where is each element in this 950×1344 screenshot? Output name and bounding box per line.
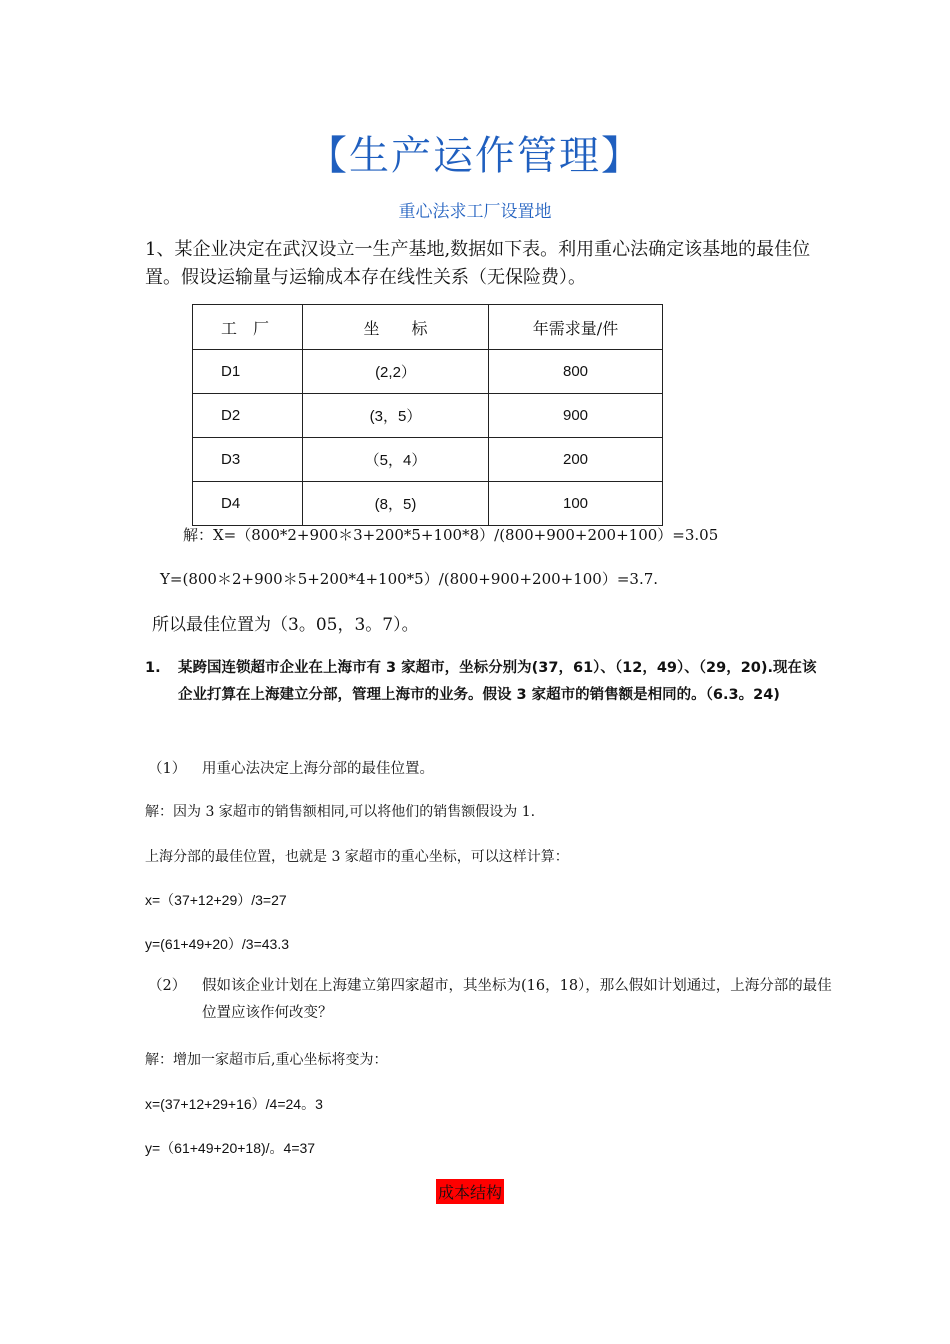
table-header-row xyxy=(193,305,663,350)
part-2-x: x=(37+12+29+16）/4=24。3 xyxy=(145,1096,323,1112)
cell-coordinates: (8，5) xyxy=(303,482,489,526)
cell-demand: 900 xyxy=(489,394,663,438)
part-2-label: （2） xyxy=(148,978,187,994)
cell-factory: D3 xyxy=(193,438,303,482)
section-subtitle: 重心法求工厂设置地 xyxy=(398,202,552,222)
header-coordinates: 坐 标 xyxy=(303,305,489,350)
table-row xyxy=(193,394,663,438)
table-row xyxy=(193,350,663,394)
cell-coordinates: (2,2） xyxy=(303,350,489,394)
part-1-label: （1） xyxy=(148,761,187,777)
problem-2-body: 某跨国连锁超市企业在上海市有 3 家超市，坐标分别为(37，61）、（12，49）、（29，20).现在该企业打算在上海建立分部，管理上海市的业务。假设 3 家超市的销售额是相同的。（6.3。24) xyxy=(178,660,817,703)
cell-demand: 800 xyxy=(489,350,663,394)
cell-factory: D4 xyxy=(193,482,303,526)
cell-coordinates: （5，4） xyxy=(303,438,489,482)
data-table xyxy=(192,304,663,526)
part-1-x: x=（37+12+29）/3=27 xyxy=(145,892,287,908)
page-title: 【生产运作管理】 xyxy=(307,133,643,179)
header-factory: 工 厂 xyxy=(193,305,303,350)
solution-y: Y=(800＊2+900＊5+200*4+100*5）/(800+900+200+100）=3.7. xyxy=(160,570,659,588)
part-2-solution: 解：增加一家超市后,重心坐标将变为： xyxy=(145,1052,388,1068)
cell-demand: 200 xyxy=(489,438,663,482)
part-2-text: 假如该企业计划在上海建立第四家超市，其坐标为(16，18），那么假如计划通过，上海分部的最佳位置应该作何改变？ xyxy=(202,978,832,1021)
part-1-text: 用重心法决定上海分部的最佳位置。 xyxy=(202,761,434,777)
header-demand: 年需求量/件 xyxy=(489,305,663,350)
part-1-description: 上海分部的最佳位置，也就是 3 家超市的重心坐标，可以这样计算： xyxy=(145,849,569,865)
cell-factory: D1 xyxy=(193,350,303,394)
part-1 xyxy=(148,756,828,783)
part-2-y: y=（61+49+20+18)/。4=37 xyxy=(145,1140,316,1156)
cell-factory: D2 xyxy=(193,394,303,438)
part-2 xyxy=(148,973,833,1027)
problem-1-text: 1、某企业决定在武汉设立一生产基地,数据如下表。利用重心法确定该基地的最佳位置。假设运输量与运输成本存在线性关系（无保险费）。 xyxy=(145,239,811,288)
part-1-solution: 解：因为 3 家超市的销售额相同,可以将他们的销售额假设为 1. xyxy=(145,804,536,820)
cell-demand: 100 xyxy=(489,482,663,526)
conclusion: 所以最佳位置为（3。05，3。7）。 xyxy=(152,615,419,635)
problem-2-text xyxy=(145,655,825,709)
problem-2-number: 1. xyxy=(145,660,161,676)
part-1-y: y=(61+49+20）/3=43.3 xyxy=(145,936,290,952)
solution-x: 解：X=（800*2+900＊3+200*5+100*8）/(800+900+200+100）=3.05 xyxy=(183,526,719,544)
table-row xyxy=(193,482,663,526)
cell-coordinates: (3，5） xyxy=(303,394,489,438)
table-row xyxy=(193,438,663,482)
highlighted-heading: 成本结构 xyxy=(436,1179,504,1204)
